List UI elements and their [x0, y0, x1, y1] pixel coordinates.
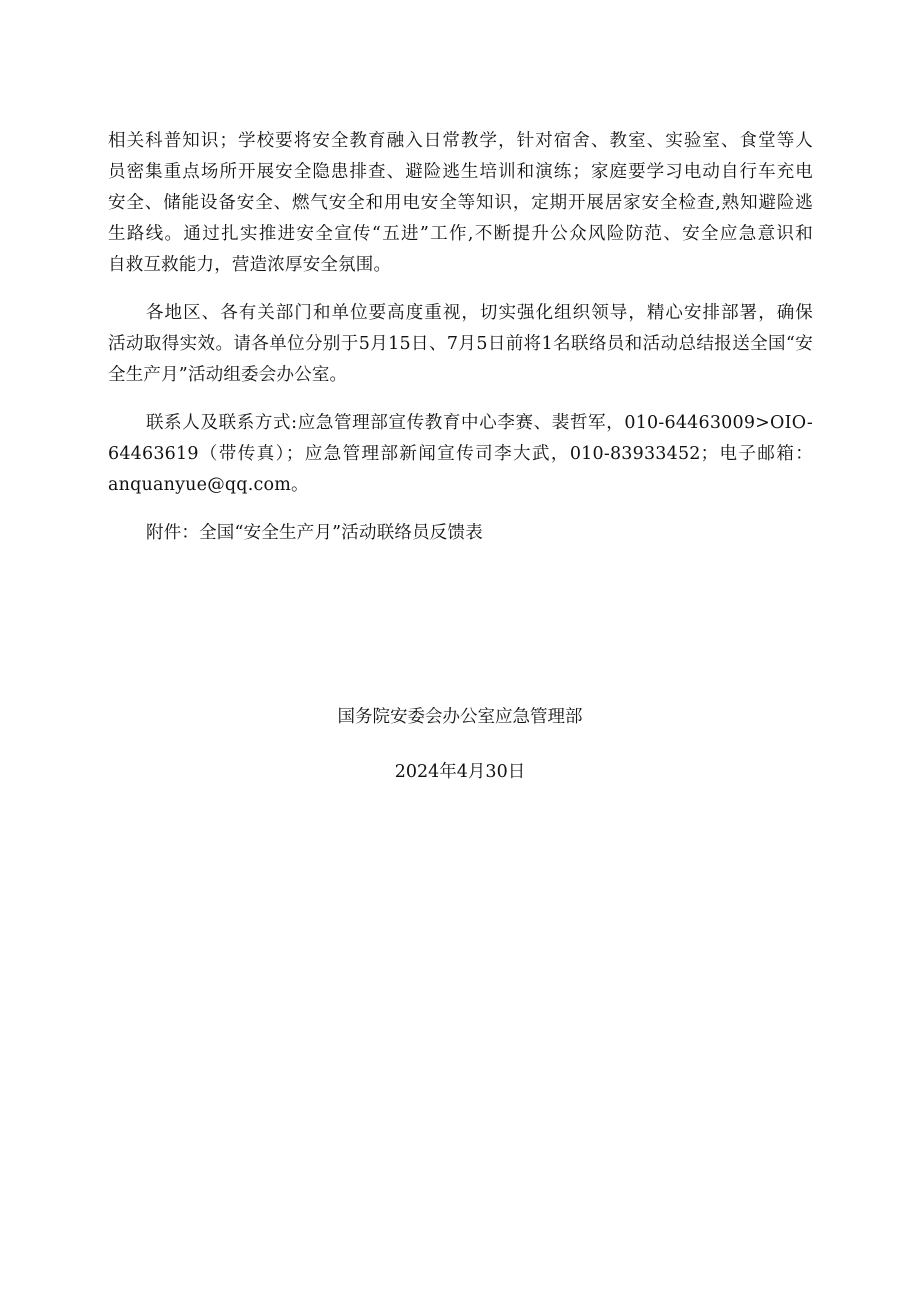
signing-organization: 国务院安委会办公室应急管理部	[337, 707, 583, 727]
paragraph-requirements	[108, 298, 813, 391]
text-line: 自救互救能力，营造浓厚安全氛围。	[108, 255, 392, 275]
text-line: 相关科普知识；学校要将安全教育融入日常教学，针对宿舍、教室、实验室、食堂等人	[108, 131, 813, 151]
email-line: anquanyue@qq.com。	[108, 475, 309, 495]
text-line: 员密集重点场所开展安全隐患排查、避险逃生培训和演练；家庭要学习电动自行车充电	[108, 162, 813, 182]
attachment-line: 附件：全国“安全生产月”活动联络员反馈表	[146, 523, 483, 543]
text-line: 安全、储能设备安全、燃气安全和用电安全等知识，定期开展居家安全检查,熟知避险逃	[108, 193, 813, 213]
signing-date: 2024年4月30日	[394, 762, 526, 782]
text-line: 64463619（带传真）；应急管理部新闻宣传司李大武，010-83933452；电子邮箱：	[108, 444, 813, 464]
paragraph-public-education	[108, 126, 813, 281]
paragraph-contacts	[108, 408, 813, 501]
text-line: 联系人及联系方式:应急管理部宣传教育中心李赛、裴哲军，010-64463009>OIO-	[146, 413, 813, 433]
text-line: 活动取得实效。请各单位分别于5月15日、7月5日前将1名联络员和活动总结报送全国“安	[108, 334, 813, 354]
text-line: 全生产月”活动组委会办公室。	[108, 365, 348, 385]
document-body	[108, 126, 813, 549]
paragraph-attachment	[108, 518, 813, 549]
text-line: 各地区、各有关部门和单位要高度重视，切实强化组织领导，精心安排部署，确保	[146, 303, 813, 323]
text-line: 生路线。通过扎实推进安全宣传“五进”工作,不断提升公众风险防范、安全应急意识和	[108, 224, 813, 244]
